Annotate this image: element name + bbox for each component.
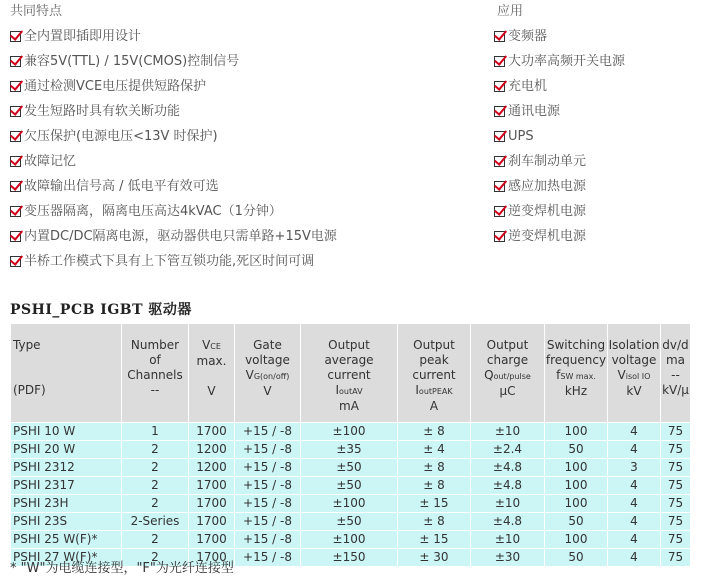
- table-cell: PSHI 25 W(F)*: [11, 531, 122, 549]
- table-cell: 100: [545, 477, 608, 495]
- table-cell: ±150: [301, 549, 398, 567]
- table-cell: 1700: [189, 423, 235, 441]
- table-row: [11, 495, 691, 513]
- table-cell: PSHI 23H: [11, 495, 122, 513]
- application-text: 通讯电源: [508, 103, 561, 119]
- table-title: PSHI_PCB IGBT 驱动器: [10, 302, 192, 318]
- checkmark-icon: [10, 256, 21, 267]
- application-item: [494, 24, 625, 49]
- table-cell: +15 / -8: [235, 423, 301, 441]
- checkmark-icon: [10, 206, 21, 217]
- header-line: average current: [324, 353, 374, 382]
- table-cell: PSHI 20 W: [11, 441, 122, 459]
- table-row: [11, 531, 691, 549]
- table-cell: 4: [608, 495, 661, 513]
- header-subscript: G(on/off): [253, 372, 290, 381]
- table-cell: ±10: [471, 495, 545, 513]
- table-row: [11, 477, 691, 495]
- table-cell: PSHI 27 W(F)*: [11, 549, 122, 567]
- header-line: Type: [13, 338, 41, 352]
- feature-item: [10, 224, 337, 249]
- application-text: 逆变焊机电源: [508, 203, 587, 219]
- feature-text: 内置DC/DC隔离电源，驱动器供电只需单路+15V电源: [24, 228, 337, 244]
- header-line: mA: [339, 399, 359, 413]
- header-line: dv/d: [662, 338, 689, 352]
- table-cell: PSHI 2312: [11, 459, 122, 477]
- header-line: A: [429, 399, 439, 413]
- table-cell: 4: [608, 513, 661, 531]
- table-cell: PSHI 23S: [11, 513, 122, 531]
- table-cell: ±100: [301, 423, 398, 441]
- checkmark-icon: [494, 206, 505, 217]
- feature-item: [10, 49, 337, 74]
- header-line: V: [207, 384, 216, 398]
- column-header: [11, 324, 122, 423]
- checkmark-icon: [494, 81, 505, 92]
- table-cell: +15 / -8: [235, 513, 301, 531]
- table-cell: 75: [661, 477, 691, 495]
- header-line: V: [263, 384, 272, 398]
- table-cell: +15 / -8: [235, 441, 301, 459]
- driver-spec-table: [10, 323, 691, 567]
- table-cell: PSHI 2317: [11, 477, 122, 495]
- application-item: [494, 99, 625, 124]
- header-line: I: [335, 383, 339, 397]
- application-text: 大功率高频开关电源: [508, 53, 626, 69]
- header-line: Isolation: [608, 338, 660, 352]
- header-line: peak current: [412, 353, 456, 382]
- table-cell: 50: [545, 549, 608, 567]
- table-cell: 1700: [189, 513, 235, 531]
- header-line: of: [149, 353, 161, 367]
- checkmark-icon: [494, 231, 505, 242]
- header-subscript: outAV: [339, 387, 363, 396]
- header-line: Output: [486, 338, 529, 352]
- table-cell: PSHI 10 W: [11, 423, 122, 441]
- feature-text: 故障输出信号高 / 低电平有效可选: [24, 178, 219, 194]
- header-line: --: [150, 383, 160, 397]
- header-subscript: SW max.: [560, 372, 596, 381]
- column-header: [189, 324, 235, 423]
- table-cell: 4: [608, 531, 661, 549]
- table-cell: 4: [608, 549, 661, 567]
- checkmark-icon: [494, 56, 505, 67]
- table-row: [11, 423, 691, 441]
- header-line: voltage: [611, 353, 657, 367]
- feature-item: [10, 24, 337, 49]
- table-row: [11, 513, 691, 531]
- feature-item: [10, 124, 337, 149]
- table-cell: ±10: [471, 531, 545, 549]
- table-cell: 2: [122, 495, 189, 513]
- table-cell: 75: [661, 441, 691, 459]
- checkmark-icon: [10, 106, 21, 117]
- table-cell: 1700: [189, 495, 235, 513]
- feature-text: 半桥工作模式下具有上下管互锁功能,死区时间可调: [24, 253, 315, 269]
- table-cell: 1700: [189, 477, 235, 495]
- checkmark-icon: [10, 81, 21, 92]
- feature-text: 欠压保护(电源电压<13V 时保护): [24, 128, 218, 144]
- feature-text: 兼容5V(TTL) / 15V(CMOS)控制信号: [24, 53, 240, 69]
- header-subscript: outPEAK: [418, 387, 453, 396]
- feature-text: 故障记忆: [24, 153, 77, 169]
- table-cell: 2: [122, 531, 189, 549]
- table-cell: 75: [661, 423, 691, 441]
- table-cell: 100: [545, 423, 608, 441]
- checkmark-icon: [10, 131, 21, 142]
- table-cell: 2: [122, 549, 189, 567]
- header-line: Number: [130, 338, 180, 352]
- header-line: voltage: [245, 353, 290, 367]
- header-line: Gate: [253, 338, 282, 352]
- header-line: V: [617, 368, 626, 382]
- table-cell: ± 4: [398, 441, 471, 459]
- checkmark-icon: [494, 131, 505, 142]
- table-cell: ±4.8: [471, 459, 545, 477]
- table-cell: 1200: [189, 459, 235, 477]
- table-cell: 2: [122, 459, 189, 477]
- table-cell: 2: [122, 477, 189, 495]
- header-line: Channels: [127, 368, 183, 382]
- table-cell: ± 30: [398, 549, 471, 567]
- application-item: [494, 199, 625, 224]
- header-line: --: [671, 368, 680, 382]
- feature-item: [10, 99, 337, 124]
- checkmark-icon: [494, 31, 505, 42]
- table-cell: ±100: [301, 531, 398, 549]
- header-line: V: [245, 368, 254, 382]
- checkmark-icon: [10, 231, 21, 242]
- table-row: [11, 441, 691, 459]
- application-text: 感应加热电源: [508, 178, 587, 194]
- table-cell: 100: [545, 531, 608, 549]
- header-line: frequency: [545, 353, 607, 367]
- checkmark-icon: [494, 106, 505, 117]
- application-item: [494, 74, 625, 99]
- table-cell: 1200: [189, 441, 235, 459]
- header-line: f: [556, 368, 561, 382]
- application-item: [494, 174, 625, 199]
- table-cell: ± 15: [398, 531, 471, 549]
- table-cell: 75: [661, 549, 691, 567]
- application-item: [494, 224, 625, 249]
- header-line: kV: [626, 384, 642, 398]
- feature-text: 全内置即插即用设计: [24, 28, 142, 44]
- header-line: Output: [413, 338, 455, 352]
- table-cell: +15 / -8: [235, 495, 301, 513]
- table-cell: 75: [661, 531, 691, 549]
- table-cell: 100: [545, 459, 608, 477]
- application-text: 充电机: [508, 78, 548, 94]
- table-cell: 1: [122, 423, 189, 441]
- application-text: UPS: [508, 128, 534, 144]
- column-header: [235, 324, 301, 423]
- checkmark-icon: [10, 31, 21, 42]
- header-line: (PDF): [13, 383, 46, 397]
- header-line: kV/µ: [662, 383, 689, 397]
- table-cell: 4: [608, 477, 661, 495]
- table-cell: ±100: [301, 495, 398, 513]
- header-line: kHz: [564, 384, 588, 398]
- table-cell: 75: [661, 459, 691, 477]
- table-cell: 1700: [189, 531, 235, 549]
- table-cell: +15 / -8: [235, 549, 301, 567]
- table-cell: 100: [545, 495, 608, 513]
- feature-text: 发生短路时具有软关断功能: [24, 103, 181, 119]
- application-text: 变频器: [508, 28, 548, 44]
- header-subscript: CE: [210, 342, 221, 351]
- table-cell: 75: [661, 495, 691, 513]
- column-header: [471, 324, 545, 423]
- table-cell: ±2.4: [471, 441, 545, 459]
- table-cell: 4: [608, 423, 661, 441]
- applications-heading: 应用: [497, 4, 524, 19]
- table-cell: ±10: [471, 423, 545, 441]
- features-list: [10, 24, 337, 274]
- header-line: Switching: [546, 338, 606, 352]
- table-cell: +15 / -8: [235, 531, 301, 549]
- column-header: [122, 324, 189, 423]
- header-line: V: [202, 338, 211, 352]
- table-cell: ± 8: [398, 459, 471, 477]
- header-line: ma: [665, 353, 686, 367]
- table-header-row: [11, 324, 691, 423]
- table-cell: ±35: [301, 441, 398, 459]
- table-cell: ±30: [471, 549, 545, 567]
- column-header: [398, 324, 471, 423]
- table-cell: 2-Series: [122, 513, 189, 531]
- checkmark-icon: [10, 181, 21, 192]
- table-cell: 2: [122, 441, 189, 459]
- column-header: [545, 324, 608, 423]
- application-text: 逆变焊机电源: [508, 228, 587, 244]
- header-line: µC: [499, 384, 516, 398]
- checkmark-icon: [10, 56, 21, 67]
- table-cell: ±50: [301, 513, 398, 531]
- table-cell: +15 / -8: [235, 477, 301, 495]
- feature-item: [10, 74, 337, 99]
- application-text: 刹车制动单元: [508, 153, 587, 169]
- feature-text: 通过检测VCE电压提供短路保护: [24, 78, 207, 94]
- features-heading: 共同特点: [10, 4, 63, 19]
- feature-item: [10, 149, 337, 174]
- header-line: Output: [328, 338, 370, 352]
- table-cell: 3: [608, 459, 661, 477]
- table-cell: 50: [545, 513, 608, 531]
- table-cell: 50: [545, 441, 608, 459]
- column-header: [661, 324, 691, 423]
- table-cell: 4: [608, 441, 661, 459]
- checkmark-icon: [494, 181, 505, 192]
- header-line: charge: [486, 353, 529, 367]
- header-subscript: out/pulse: [493, 372, 531, 381]
- column-header: [608, 324, 661, 423]
- header-line: I: [415, 383, 419, 397]
- table-cell: ± 8: [398, 423, 471, 441]
- table-cell: ±4.8: [471, 477, 545, 495]
- header-subscript: isol IO: [625, 372, 651, 381]
- application-item: [494, 49, 625, 74]
- table-cell: +15 / -8: [235, 459, 301, 477]
- application-item: [494, 149, 625, 174]
- feature-item: [10, 249, 337, 274]
- table-cell: ± 8: [398, 513, 471, 531]
- application-item: [494, 124, 625, 149]
- table-cell: ± 15: [398, 495, 471, 513]
- table-cell: ±50: [301, 477, 398, 495]
- checkmark-icon: [494, 156, 505, 167]
- table-cell: ±4.8: [471, 513, 545, 531]
- header-line: Q: [484, 368, 494, 382]
- applications-list: [494, 24, 625, 249]
- feature-item: [10, 199, 337, 224]
- table-cell: 1700: [189, 549, 235, 567]
- feature-item: [10, 174, 337, 199]
- feature-text: 变压器隔离，隔离电压高达4kVAC（1分钟）: [24, 203, 282, 219]
- column-header: [301, 324, 398, 423]
- header-line: max.: [196, 354, 227, 368]
- table-cell: ± 8: [398, 477, 471, 495]
- footnote: * "W"为电缆连接型，"F"为光纤连接型: [10, 561, 234, 576]
- checkmark-icon: [10, 156, 21, 167]
- table-cell: 75: [661, 513, 691, 531]
- table-cell: ±50: [301, 459, 398, 477]
- table-row: [11, 459, 691, 477]
